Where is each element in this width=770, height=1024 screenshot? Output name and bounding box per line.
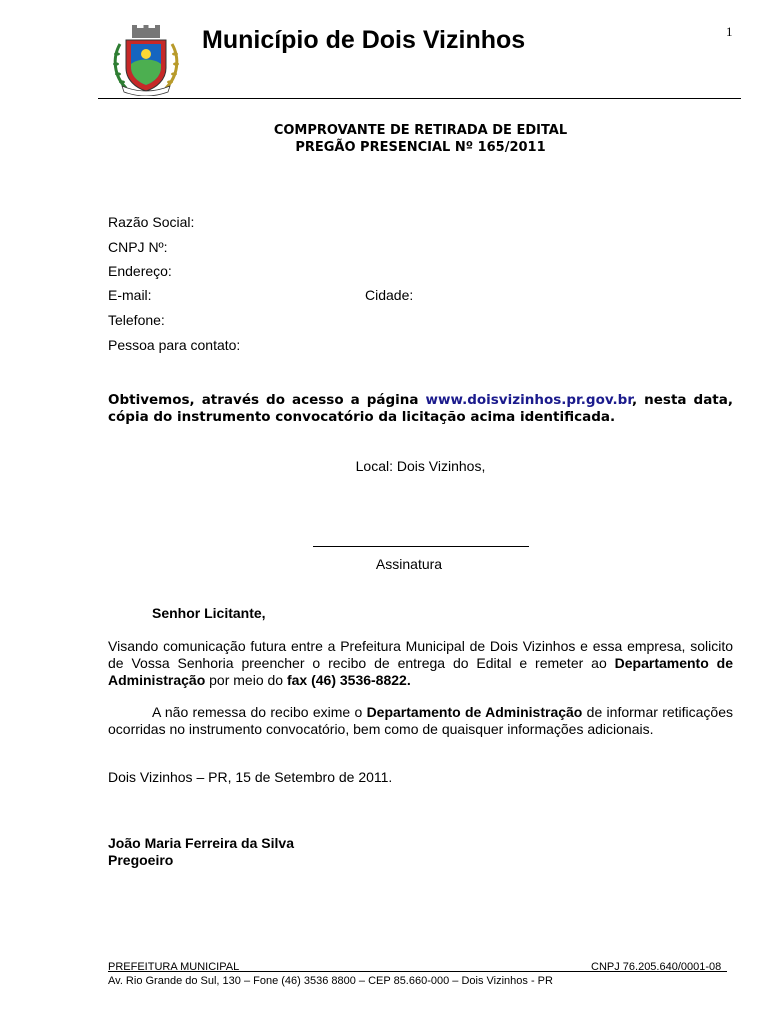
date-line: Dois Vizinhos – PR, 15 de Setembro de 2011. xyxy=(108,769,393,785)
para1-text: Visando comunicação futura entre a Prefeitura Municipal de Dois Vizinhos e essa empresa, solicito de Vossa Senhoria preencher o recibo de entrega do Edital e remeter ao xyxy=(108,638,733,671)
para1-text-mid: por meio do xyxy=(205,672,287,688)
signature-line xyxy=(313,546,529,547)
field-cidade: Cidade: xyxy=(365,287,414,303)
footer-divider xyxy=(108,971,727,972)
municipal-coat-of-arms-icon xyxy=(110,24,182,96)
statement-text-end: , nesta data, cópia do instrumento convocatório da licitação acima identificada. xyxy=(108,392,733,425)
para2-text-end: de informar retificações ocorridas no instrumento convocatório, bem como de quaisquer informações adicionais. xyxy=(108,704,734,737)
paragraph-instructions xyxy=(108,638,733,689)
field-cnpj: CNPJ Nº: xyxy=(108,239,168,255)
header-divider xyxy=(98,98,741,99)
statement-text-start: Obtivemos, através do acesso a página xyxy=(108,392,426,408)
field-razao-social: Razão Social: xyxy=(108,214,195,230)
field-telefone: Telefone: xyxy=(108,312,165,328)
document-subtitle: PREGÃO PRESENCIAL Nº 165/2011 xyxy=(295,140,546,155)
field-endereco: Endereço: xyxy=(108,263,172,279)
municipality-title: Município de Dois Vizinhos xyxy=(202,26,526,54)
paragraph-disclaimer xyxy=(108,704,733,738)
local-line: Local: Dois Vizinhos, xyxy=(355,458,486,474)
signature-label: Assinatura xyxy=(375,556,443,572)
page-number: 1 xyxy=(726,24,733,39)
department-name-2: Departamento de Administração xyxy=(366,704,583,720)
para2-text: A não remessa do recibo exime o xyxy=(152,704,367,720)
acquisition-statement xyxy=(108,392,733,426)
website-link[interactable]: www.doisvizinhos.pr.gov.br xyxy=(425,392,633,408)
salutation: Senhor Licitante, xyxy=(152,605,266,621)
footer-left: PREFEITURA MUNICIPAL xyxy=(108,961,240,973)
signatory-role: Pregoeiro xyxy=(108,852,174,868)
signatory-name: João Maria Ferreira da Silva xyxy=(108,835,294,851)
fax-number: fax (46) 3536-8822. xyxy=(286,672,411,688)
field-email: E-mail: xyxy=(108,287,152,303)
department-name: Departamento de Administração xyxy=(108,655,734,688)
footer-cnpj: CNPJ 76.205.640/0001-08 xyxy=(591,961,722,973)
field-pessoa-contato: Pessoa para contato: xyxy=(108,337,241,353)
document-title: COMPROVANTE DE RETIRADA DE EDITAL xyxy=(273,123,568,138)
footer-address: Av. Rio Grande do Sul, 130 – Fone (46) 3536 8800 – CEP 85.660-000 – Dois Vizinhos - PR xyxy=(108,975,553,987)
